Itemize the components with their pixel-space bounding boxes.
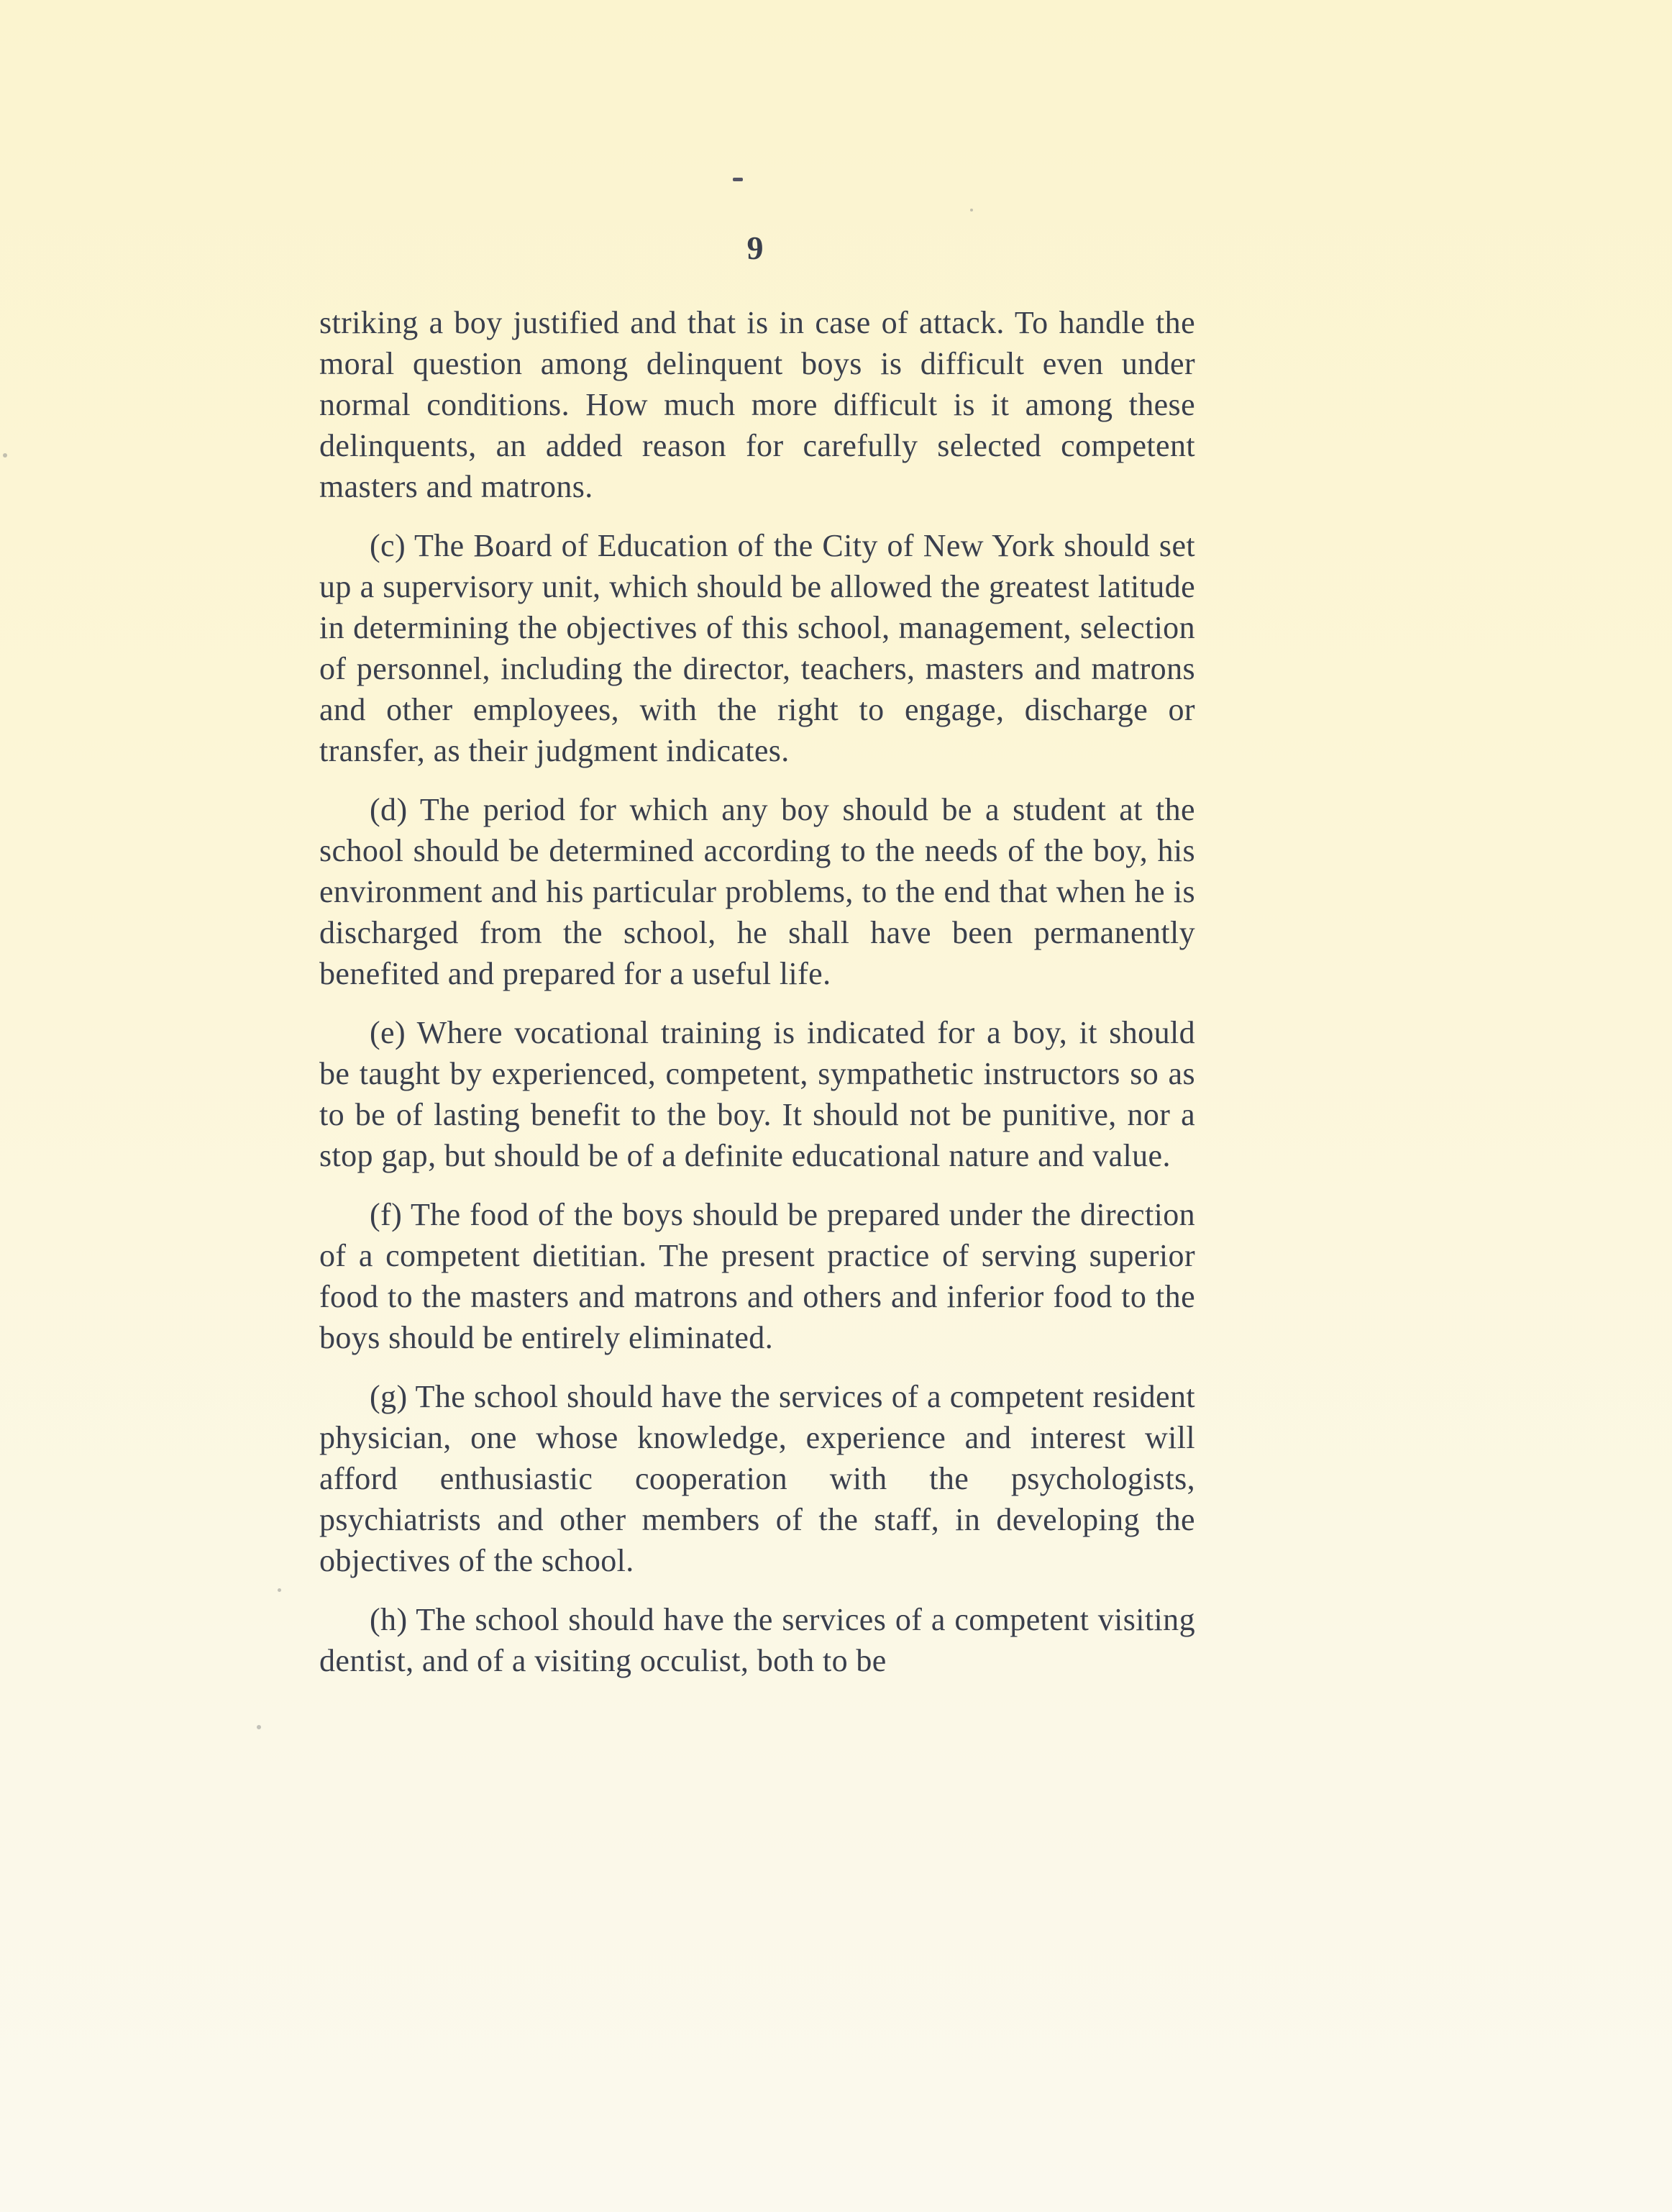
- paper-speck: [278, 1588, 281, 1592]
- paragraph-g: (g) The school should have the services of a competent resident physician, one whose knowledge, experience and interest will afford enthusiastic cooperation with the psychologists, psychiatrists and other members of the staff, in developing the objectives of the school.: [319, 1379, 1195, 1578]
- paper-speck: [257, 1725, 261, 1729]
- paper-speck: [970, 209, 973, 211]
- paragraph-d: (d) The period for which any boy should be a student at the school should be determined according to the needs of the boy, his environment and his particular problems, to the end that when he is discharged from the school, he shall have been permanently benefited and prepared for a useful life.: [319, 792, 1195, 991]
- body-text: [319, 302, 1195, 1699]
- paragraph-f: (f) The food of the boys should be prepared under the direction of a competent dietitian. The present practice of serving superior food to the masters and matrons and others and inferior food to the boys should be entirely eliminated.: [319, 1197, 1195, 1355]
- paragraph-continued: striking a boy justified and that is in case of attack. To handle the moral question among delinquent boys is difficult even under normal conditions. How much more difficult is it among these delinquents, an added reason for carefully selected competent masters and matrons.: [319, 305, 1195, 504]
- paragraph-e: (e) Where vocational training is indicated for a boy, it should be taught by experienced, competent, sympathetic instructors so as to be of lasting benefit to the boy. It should not be punitive, nor a stop gap, but should be of a definite educational nature and value.: [319, 1015, 1195, 1173]
- paragraph-c: (c) The Board of Education of the City of New York should set up a supervisory unit, which should be allowed the greatest latitude in determining the objectives of this school, management, selection of personnel, including the director, teachers, masters and matrons and other employees, with the right to engage, discharge or transfer, as their judgment indicates.: [319, 528, 1195, 768]
- paper-speck: [3, 453, 7, 458]
- page-number: 9: [746, 229, 764, 266]
- top-mark: [733, 178, 743, 181]
- paragraph-h: (h) The school should have the services of a competent visiting dentist, and of a visiting occulist, both to be: [319, 1602, 1195, 1678]
